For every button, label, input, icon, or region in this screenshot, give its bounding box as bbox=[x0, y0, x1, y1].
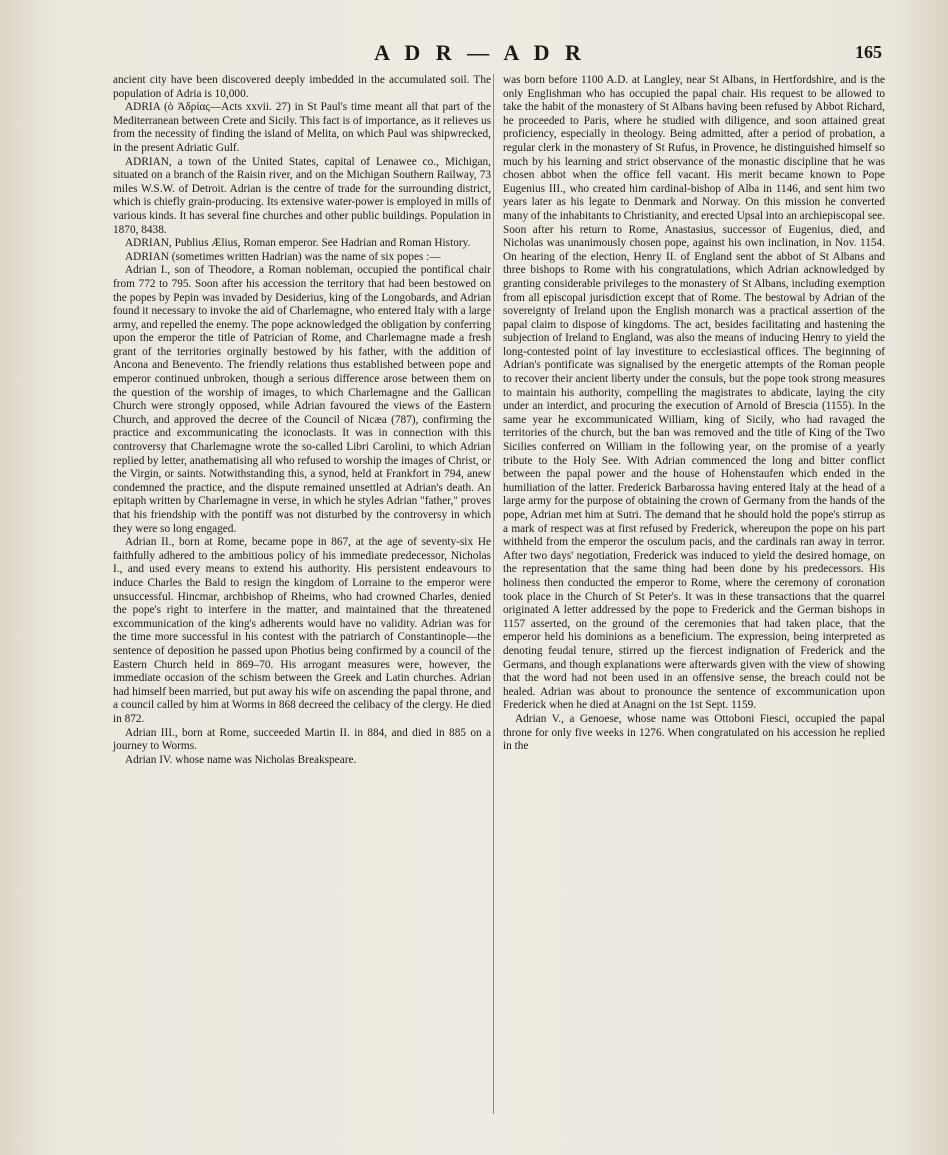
paragraph: Adrian IV. whose name was Nicholas Breakspeare. bbox=[125, 753, 357, 766]
running-head: A D R — A D R bbox=[374, 40, 586, 65]
paragraph: Adrian V., a Genoese, whose name was Ottoboni Fiesci, occupied the papal throne for only five weeks in 1276. When congratulated on his accession he replied in the bbox=[503, 712, 885, 753]
paragraph: ADRIAN, Publius Ælius, Roman emperor. See Hadrian and Roman History. bbox=[125, 237, 471, 250]
paragraph: ancient city have been discovered deeply imbedded in the accumulated soil. The population of Adria is 10,000. bbox=[113, 74, 491, 100]
right-column bbox=[503, 74, 885, 754]
paragraph: ADRIA (ὁ Ἀδρίας—Acts xxvii. 27) in St Paul's time meant all that part of the Mediterranean between Crete and Sicily. This fact is of importance, as it relieves us from the necessity of finding the island of Melita, on which Paul was shipwrecked, in the present Adriatic Gulf. bbox=[113, 101, 491, 154]
page-header bbox=[0, 40, 948, 70]
paragraph: Adrian I., son of Theodore, a Roman nobleman, occupied the pontifical chair from 772 to 795. Soon after his accession the territory that had been bestowed on the popes by Pepin was invaded by Desiderius, king of the Longobards, and Adrian found it necessary to invoke the aid of Charlemagne, who entered Italy with a large army, and repelled the enemy. The pope acknowledged the obligation by conferring upon the emperor the title of Patrician of Rome, and Charlemagne made a fresh grant of the territories orginally bestowed by his father, with the addition of Ancona and Benevento. The friendly relations thus established between pope and emperor continued unbroken, though a serious difference arose between them on the question of the worship of images, to which Charlemagne and the Gallican Church were strongly opposed, while Adrian favoured the views of the Eastern Church, and approved the decree of the Council of Nicæa (787), confirming the practice and excommunicating the iconoclasts. It was in connection with this controversy that Charlemagne wrote the so-called Libri Carolini, to which Adrian replied by letter, anathematising all who refused to worship the images of Christ, or the Virgin, or saints. Notwithstanding this, a synod, held at Frankfort in 794, anew condemned the practice, and the dispute remained unsettled at Adrian's death. An epitaph written by Charlemagne in verse, in which he styles Adrian "father," proves that his friendship with the pontiff was not disturbed by the controversy in which they were so long engaged. bbox=[113, 264, 491, 535]
paragraph: was born before 1100 A.D. at Langley, near St Albans, in Hertfordshire, and is the only Englishman who has occupied the papal chair. His request to be allowed to take the habit of the monastery of St Albans having been refused by Abbot Richard, he proceeded to Paris, where he studied with diligence, and soon attained great proficiency, especially in theology. Being admitted, after a period of probation, a regular clerk in the monastery of St Rufus, in Provence, he distinguished himself so much by his learning and strict observance of the monastic discipline that he was chosen abbot when the office fell vacant. His merit became known to Pope Eugenius III., who created him cardinal-bishop of Alba in 1146, and sent him two years later as his legate to Denmark and Norway. On this mission he converted many of the inhabitants to Christianity, and erected Upsal into an archiepiscopal see. Soon after his return to Rome, Anastasius, successor of Eugenius, died, and Nicholas was unanimously chosen pope, against his own inclination, in Nov. 1154. On hearing of the election, Henry II. of England sent the abbot of St Albans and three bishops to Rome with his congratulations, which Adrian acknowledged by granting considerable privileges to the monastery of St Albans, including exemption from all episcopal jurisdiction except that of Rome. The bestowal by Adrian of the sovereignty of Ireland upon the English monarch was a practical assertion of the papal claim to dispose of kingdoms. The act, besides facilitating and hastening the subjection of Ireland to England, was also the means of inducing Henry to yield the long-contested point of lay investiture to ecclesiastical offices. The beginning of Adrian's pontificate was signalised by the energetic attempts of the Roman people to recover their ancient liberty under the consuls, but the pope took strong measures to maintain his authority, compelling the magistrates to abdicate, laying the city under an interdict, and procuring the execution of Arnold of Brescia (1155). In the same year he excommunicated William, king of Sicily, who had ravaged the territories of the church, but the ban was removed and the title of King of the Two Sicilies conferred on William in the following year, on the promise of a yearly tribute to the Holy See. With Adrian commenced the long and bitter conflict between the papal power and the house of Hohenstaufen which ended in the humiliation of the latter. Frederick Barbarossa having entered Italy at the head of a large army for the purpose of obtaining the crown of Germany from the hands of the pope, Adrian met him at Sutri. The demand that he should hold the pope's stirrup as a mark of respect was at first refused by Frederick, whereupon the pope on his part withheld from the emperor the osculum pacis, and the cardinals ran away in terror. After two days' negotiation, Frederick was induced to yield the desired homage, on the representation that the same thing had been done by his predecessors. His holiness then conducted the emperor to Rome, where the ceremony of coronation took place in the Church of St Peter's. It was in these transactions that the quarrel originated A letter addressed by the pope to Frederick and the German bishops in 1157 asserted, on the ground of the ceremonies that had taken place, that the emperor held his dominions as a beneficium. The expression, being interpreted as denoting feudal tenure, stirred up the fiercest indignation of Frederick and the Germans, and though explanations were afterwards given with the view of showing that the word had not been used in an offensive sense, the breach could not be healed. Adrian was about to pronounce the sentence of excommunication upon Frederick when he died at Anagni on the 1st Sept. 1159. bbox=[503, 74, 885, 712]
left-column bbox=[113, 74, 491, 767]
column-divider bbox=[493, 74, 494, 1114]
paragraph: Adrian III., born at Rome, succeeded Martin II. in 884, and died in 885 on a journey to Worms. bbox=[113, 726, 491, 753]
paragraph: ADRIAN (sometimes written Hadrian) was the name of six popes :— bbox=[125, 250, 441, 263]
paragraph: ADRIAN, a town of the United States, capital of Lenawee co., Michigan, situated on a branch of the Raisin river, and on the Michigan Southern Railway, 73 miles W.S.W. of Detroit. Adrian is the centre of trade for the surrounding district, which is chiefly grain-producing. Its extensive water-power is employed in mills of various kinds. It has several fine churches and other public buildings. Population in 1870, 8438. bbox=[113, 155, 491, 236]
paragraph: Adrian II., born at Rome, became pope in 867, at the age of seventy-six He faithfully adhered to the ambitious policy of his immediate predecessor, Nicholas I., and used every means to extend his authority. His persistent endeavours to induce Charles the Bald to resign the kingdom of Lorraine to the emperor were unsuccessful. Hincmar, archbishop of Rheims, who had crowned Charles, denied the pope's right to interfere in the matter, and maintained that the threatened excommunication of the king's adherents would have no validity. Adrian was for the time more successful in his contest with the patriarch of Constantinople—the sentence of deposition he passed upon Photius being confirmed by a council of the Eastern Church held in 869–70. His arrogant measures were, however, the immediate occasion of the schism between the Greek and Latin churches. Adrian had himself been married, but put away his wife on ascending the papal throne, and a council called by him at Worms in 868 decreed the celibacy of the clergy. He died in 872. bbox=[113, 536, 491, 725]
page-number: 165 bbox=[855, 42, 882, 62]
